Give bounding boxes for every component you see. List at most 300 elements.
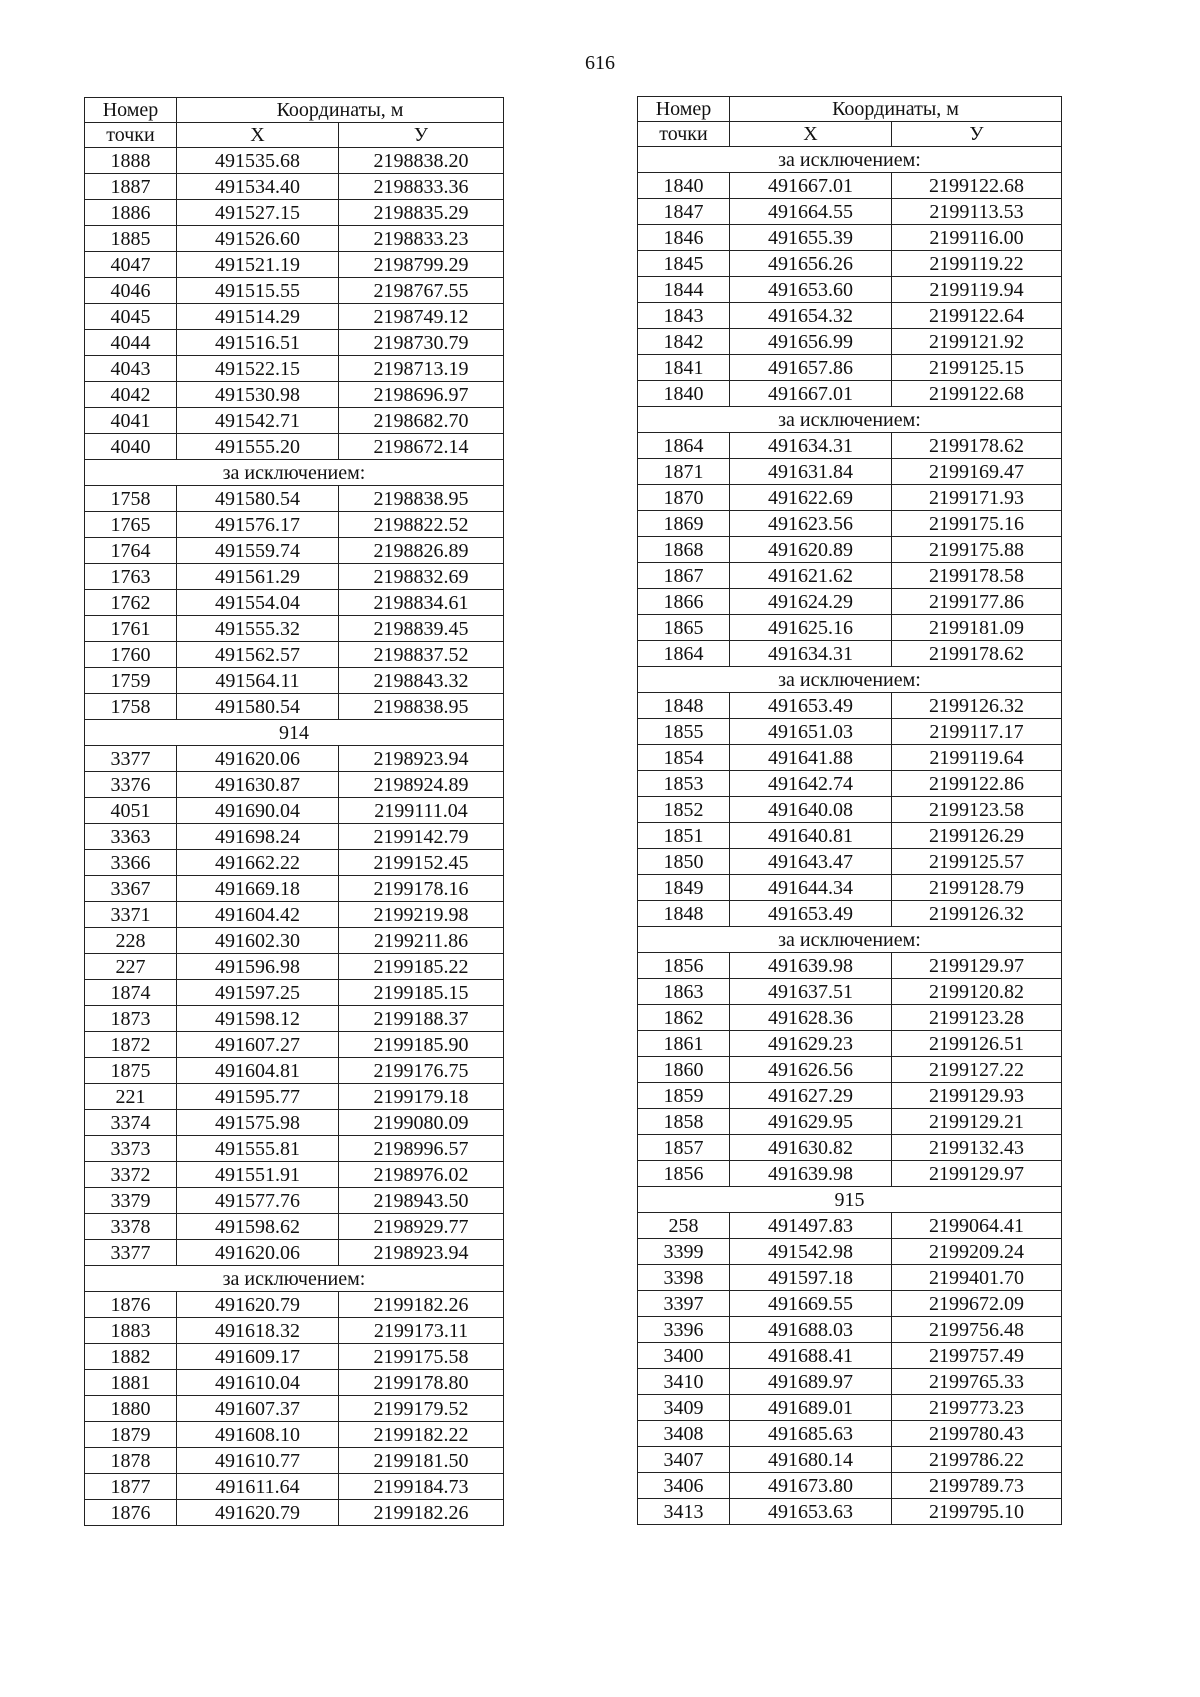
coord-y: 2199765.33	[892, 1369, 1062, 1395]
coord-x: 491555.81	[177, 1136, 339, 1162]
coord-y: 2199757.49	[892, 1343, 1062, 1369]
coord-y: 2199125.15	[892, 355, 1062, 381]
point-number: 1841	[638, 355, 730, 381]
table-row	[638, 1031, 1062, 1057]
table-row	[638, 1083, 1062, 1109]
coord-x: 491628.36	[730, 1005, 892, 1031]
point-number: 1864	[638, 641, 730, 667]
table-row	[85, 1240, 504, 1266]
point-number: 1881	[85, 1370, 177, 1396]
point-number: 1855	[638, 719, 730, 745]
section-row	[85, 720, 504, 746]
coord-x: 491618.32	[177, 1318, 339, 1344]
point-number: 1857	[638, 1135, 730, 1161]
coord-y: 2198923.94	[339, 1240, 504, 1266]
coord-y: 2199126.32	[892, 693, 1062, 719]
table-row	[85, 226, 504, 252]
point-number: 3378	[85, 1214, 177, 1240]
table-row	[85, 356, 504, 382]
table-row	[638, 1369, 1062, 1395]
coord-y: 2199123.58	[892, 797, 1062, 823]
table-row	[85, 1292, 504, 1318]
table-row	[85, 304, 504, 330]
point-number: 1874	[85, 980, 177, 1006]
point-number: 1866	[638, 589, 730, 615]
coord-x: 491627.29	[730, 1083, 892, 1109]
table-row	[638, 771, 1062, 797]
table-row	[638, 1291, 1062, 1317]
section-row	[638, 1187, 1062, 1213]
coord-y: 2199119.22	[892, 251, 1062, 277]
coord-y: 2198839.45	[339, 616, 504, 642]
point-number: 3371	[85, 902, 177, 928]
coord-y: 2198834.61	[339, 590, 504, 616]
point-number: 1848	[638, 693, 730, 719]
point-number: 1873	[85, 1006, 177, 1032]
point-number: 1764	[85, 538, 177, 564]
table-row	[638, 355, 1062, 381]
coord-y: 2199179.18	[339, 1084, 504, 1110]
section-row	[638, 927, 1062, 953]
table-row	[85, 980, 504, 1006]
table-row	[85, 278, 504, 304]
coord-x: 491656.99	[730, 329, 892, 355]
coord-x: 491530.98	[177, 382, 339, 408]
coord-x: 491514.29	[177, 304, 339, 330]
table-row	[85, 850, 504, 876]
coord-x: 491580.54	[177, 694, 339, 720]
table-row	[638, 849, 1062, 875]
header-coordinates: Координаты, м	[730, 97, 1062, 122]
coord-x: 491602.30	[177, 928, 339, 954]
coord-y: 2199129.97	[892, 953, 1062, 979]
table-row	[85, 1032, 504, 1058]
coord-y: 2199178.62	[892, 641, 1062, 667]
coord-y: 2198943.50	[339, 1188, 504, 1214]
coord-x: 491656.26	[730, 251, 892, 277]
table-row	[85, 1188, 504, 1214]
header-number-line2: точки	[85, 123, 177, 148]
coord-y: 2198833.36	[339, 174, 504, 200]
point-number: 1849	[638, 875, 730, 901]
coord-y: 2199672.09	[892, 1291, 1062, 1317]
coord-y: 2199126.51	[892, 1031, 1062, 1057]
point-number: 1882	[85, 1344, 177, 1370]
coord-y: 2199184.73	[339, 1474, 504, 1500]
coord-y: 2199111.04	[339, 798, 504, 824]
coordinates-table-right	[637, 96, 1062, 1525]
point-number: 1845	[638, 251, 730, 277]
point-number: 1885	[85, 226, 177, 252]
coord-y: 2198843.32	[339, 668, 504, 694]
coord-x: 491555.20	[177, 434, 339, 460]
point-number: 1840	[638, 381, 730, 407]
section-label: 915	[638, 1187, 1062, 1213]
table-row	[638, 693, 1062, 719]
section-row	[638, 407, 1062, 433]
coord-x: 491653.49	[730, 901, 892, 927]
table-row	[85, 200, 504, 226]
point-number: 228	[85, 928, 177, 954]
coord-x: 491626.56	[730, 1057, 892, 1083]
coord-x: 491515.55	[177, 278, 339, 304]
table-row	[638, 979, 1062, 1005]
coord-x: 491598.12	[177, 1006, 339, 1032]
point-number: 1850	[638, 849, 730, 875]
coord-x: 491625.16	[730, 615, 892, 641]
table-row	[638, 1395, 1062, 1421]
coord-y: 2199122.64	[892, 303, 1062, 329]
table-row	[85, 486, 504, 512]
point-number: 4042	[85, 382, 177, 408]
coord-x: 491667.01	[730, 173, 892, 199]
point-number: 1888	[85, 148, 177, 174]
point-number: 3374	[85, 1110, 177, 1136]
table-row	[85, 538, 504, 564]
coord-x: 491644.34	[730, 875, 892, 901]
point-number: 1867	[638, 563, 730, 589]
table-row	[85, 824, 504, 850]
coord-y: 2199064.41	[892, 1213, 1062, 1239]
page-number: 616	[585, 52, 615, 74]
coord-x: 491620.79	[177, 1292, 339, 1318]
coord-x: 491669.55	[730, 1291, 892, 1317]
table-row	[638, 277, 1062, 303]
coord-x: 491620.06	[177, 1240, 339, 1266]
point-number: 1872	[85, 1032, 177, 1058]
table-row	[85, 564, 504, 590]
coord-y: 2199182.26	[339, 1500, 504, 1526]
table-row	[638, 797, 1062, 823]
coord-x: 491564.11	[177, 668, 339, 694]
coord-y: 2198730.79	[339, 330, 504, 356]
point-number: 1860	[638, 1057, 730, 1083]
coord-x: 491669.18	[177, 876, 339, 902]
point-number: 1761	[85, 616, 177, 642]
coord-y: 2198837.52	[339, 642, 504, 668]
table-row	[85, 1448, 504, 1474]
point-number: 1760	[85, 642, 177, 668]
table-row	[85, 1058, 504, 1084]
table-row	[85, 1396, 504, 1422]
coord-x: 491641.88	[730, 745, 892, 771]
table-row	[638, 225, 1062, 251]
point-number: 1758	[85, 486, 177, 512]
point-number: 1840	[638, 173, 730, 199]
table-row	[638, 303, 1062, 329]
coord-x: 491630.87	[177, 772, 339, 798]
table-row	[638, 1421, 1062, 1447]
header-number-line1: Номер	[638, 97, 730, 122]
coord-x: 491653.63	[730, 1499, 892, 1525]
point-number: 4040	[85, 434, 177, 460]
coord-y: 2199142.79	[339, 824, 504, 850]
point-number: 3373	[85, 1136, 177, 1162]
coord-x: 491639.98	[730, 953, 892, 979]
point-number: 1859	[638, 1083, 730, 1109]
table-row	[85, 616, 504, 642]
point-number: 1861	[638, 1031, 730, 1057]
coord-y: 2198822.52	[339, 512, 504, 538]
coord-y: 2198996.57	[339, 1136, 504, 1162]
coord-y: 2198838.20	[339, 148, 504, 174]
coord-x: 491610.04	[177, 1370, 339, 1396]
coord-x: 491689.01	[730, 1395, 892, 1421]
coord-y: 2199175.88	[892, 537, 1062, 563]
point-number: 4047	[85, 252, 177, 278]
coord-x: 491575.98	[177, 1110, 339, 1136]
coord-x: 491634.31	[730, 433, 892, 459]
coord-x: 491629.23	[730, 1031, 892, 1057]
coord-y: 2199209.24	[892, 1239, 1062, 1265]
coord-x: 491664.55	[730, 199, 892, 225]
coord-x: 491521.19	[177, 252, 339, 278]
coord-y: 2199181.50	[339, 1448, 504, 1474]
table-row	[638, 173, 1062, 199]
point-number: 1762	[85, 590, 177, 616]
table-row	[85, 252, 504, 278]
point-number: 1875	[85, 1058, 177, 1084]
table-row	[638, 589, 1062, 615]
coord-y: 2199120.82	[892, 979, 1062, 1005]
coord-x: 491651.03	[730, 719, 892, 745]
coord-y: 2199173.11	[339, 1318, 504, 1344]
coord-x: 491542.98	[730, 1239, 892, 1265]
table-row	[85, 1110, 504, 1136]
coord-y: 2199181.09	[892, 615, 1062, 641]
point-number: 3413	[638, 1499, 730, 1525]
table-row	[638, 511, 1062, 537]
point-number: 1868	[638, 537, 730, 563]
coord-y: 2199795.10	[892, 1499, 1062, 1525]
coord-y: 2198833.23	[339, 226, 504, 252]
coord-y: 2198838.95	[339, 694, 504, 720]
point-number: 1863	[638, 979, 730, 1005]
coord-x: 491657.86	[730, 355, 892, 381]
table-row	[85, 772, 504, 798]
coord-y: 2199126.32	[892, 901, 1062, 927]
header-number-line1: Номер	[85, 98, 177, 123]
coord-x: 491609.17	[177, 1344, 339, 1370]
section-row	[638, 147, 1062, 173]
coord-x: 491690.04	[177, 798, 339, 824]
point-number: 3379	[85, 1188, 177, 1214]
coord-y: 2199129.21	[892, 1109, 1062, 1135]
coord-x: 491608.10	[177, 1422, 339, 1448]
coord-y: 2199178.58	[892, 563, 1062, 589]
coord-y: 2198832.69	[339, 564, 504, 590]
point-number: 3398	[638, 1265, 730, 1291]
table-row	[638, 485, 1062, 511]
coord-x: 491604.81	[177, 1058, 339, 1084]
point-number: 1878	[85, 1448, 177, 1474]
coord-y: 2199175.16	[892, 511, 1062, 537]
section-label: за исключением:	[638, 147, 1062, 173]
coord-y: 2198929.77	[339, 1214, 504, 1240]
table-row	[638, 615, 1062, 641]
coord-x: 491526.60	[177, 226, 339, 252]
point-number: 4041	[85, 408, 177, 434]
coord-x: 491688.03	[730, 1317, 892, 1343]
table-row	[638, 1005, 1062, 1031]
section-label: за исключением:	[638, 667, 1062, 693]
coord-y: 2199152.45	[339, 850, 504, 876]
coord-x: 491653.60	[730, 277, 892, 303]
point-number: 1876	[85, 1292, 177, 1318]
point-number: 1869	[638, 511, 730, 537]
section-label: 914	[85, 720, 504, 746]
table-row	[85, 590, 504, 616]
coord-y: 2199129.97	[892, 1161, 1062, 1187]
point-number: 4046	[85, 278, 177, 304]
table-row	[85, 434, 504, 460]
point-number: 1879	[85, 1422, 177, 1448]
point-number: 1847	[638, 199, 730, 225]
coord-x: 491562.57	[177, 642, 339, 668]
table-row	[638, 745, 1062, 771]
section-row	[638, 667, 1062, 693]
coord-y: 2199182.22	[339, 1422, 504, 1448]
coord-y: 2199122.68	[892, 381, 1062, 407]
point-number: 1886	[85, 200, 177, 226]
header-number-line2: точки	[638, 122, 730, 147]
coord-y: 2199119.94	[892, 277, 1062, 303]
coord-x: 491673.80	[730, 1473, 892, 1499]
table-row	[85, 1084, 504, 1110]
coord-y: 2199178.16	[339, 876, 504, 902]
point-number: 1758	[85, 694, 177, 720]
point-number: 3396	[638, 1317, 730, 1343]
coord-y: 2199129.93	[892, 1083, 1062, 1109]
coord-y: 2199178.62	[892, 433, 1062, 459]
point-number: 1887	[85, 174, 177, 200]
coord-x: 491621.62	[730, 563, 892, 589]
table-row	[85, 1474, 504, 1500]
table-row	[638, 459, 1062, 485]
coord-y: 2199128.79	[892, 875, 1062, 901]
point-number: 3363	[85, 824, 177, 850]
point-number: 1851	[638, 823, 730, 849]
table-row	[638, 199, 1062, 225]
coord-y: 2199219.98	[339, 902, 504, 928]
coord-x: 491642.74	[730, 771, 892, 797]
coord-x: 491639.98	[730, 1161, 892, 1187]
table-row	[638, 1109, 1062, 1135]
point-number: 1883	[85, 1318, 177, 1344]
point-number: 1854	[638, 745, 730, 771]
table-row	[85, 408, 504, 434]
coord-y: 2199127.22	[892, 1057, 1062, 1083]
coord-y: 2199171.93	[892, 485, 1062, 511]
point-number: 4045	[85, 304, 177, 330]
table-row	[638, 381, 1062, 407]
table-row	[85, 1006, 504, 1032]
coord-y: 2199125.57	[892, 849, 1062, 875]
coord-x: 491620.89	[730, 537, 892, 563]
coord-y: 2199122.68	[892, 173, 1062, 199]
point-number: 3376	[85, 772, 177, 798]
table-row	[85, 148, 504, 174]
point-number: 1852	[638, 797, 730, 823]
coord-x: 491662.22	[177, 850, 339, 876]
point-number: 4044	[85, 330, 177, 356]
coord-y: 2199175.58	[339, 1344, 504, 1370]
table-row	[638, 1343, 1062, 1369]
table-row	[85, 928, 504, 954]
point-number: 1759	[85, 668, 177, 694]
point-number: 3408	[638, 1421, 730, 1447]
coordinates-table-left	[84, 97, 504, 1526]
point-number: 221	[85, 1084, 177, 1110]
coord-x: 491629.95	[730, 1109, 892, 1135]
point-number: 1846	[638, 225, 730, 251]
section-label: за исключением:	[638, 927, 1062, 953]
point-number: 1763	[85, 564, 177, 590]
table-row	[85, 876, 504, 902]
coord-y: 2198924.89	[339, 772, 504, 798]
table-row	[638, 1317, 1062, 1343]
table-row	[85, 330, 504, 356]
point-number: 1865	[638, 615, 730, 641]
point-number: 1864	[638, 433, 730, 459]
coord-x: 491555.32	[177, 616, 339, 642]
point-number: 227	[85, 954, 177, 980]
coord-x: 491607.37	[177, 1396, 339, 1422]
point-number: 1871	[638, 459, 730, 485]
coord-x: 491623.56	[730, 511, 892, 537]
coord-y: 2199121.92	[892, 329, 1062, 355]
coord-x: 491559.74	[177, 538, 339, 564]
coord-x: 491698.24	[177, 824, 339, 850]
point-number: 3366	[85, 850, 177, 876]
coord-x: 491522.15	[177, 356, 339, 382]
table-row	[85, 642, 504, 668]
table-row	[85, 174, 504, 200]
point-number: 1765	[85, 512, 177, 538]
table-row	[85, 382, 504, 408]
coord-x: 491685.63	[730, 1421, 892, 1447]
coord-y: 2199117.17	[892, 719, 1062, 745]
table-row	[638, 641, 1062, 667]
section-label: за исключением:	[85, 1266, 504, 1292]
coord-x: 491624.29	[730, 589, 892, 615]
table-row	[85, 1318, 504, 1344]
coord-y: 2199132.43	[892, 1135, 1062, 1161]
coord-y: 2198767.55	[339, 278, 504, 304]
table-row	[638, 823, 1062, 849]
point-number: 1853	[638, 771, 730, 797]
table-row	[638, 251, 1062, 277]
point-number: 4043	[85, 356, 177, 382]
table-row	[85, 1214, 504, 1240]
coord-y: 2198838.95	[339, 486, 504, 512]
table-row	[638, 1135, 1062, 1161]
coord-y: 2198682.70	[339, 408, 504, 434]
coord-y: 2198826.89	[339, 538, 504, 564]
coord-x: 491597.25	[177, 980, 339, 1006]
coord-y: 2199178.80	[339, 1370, 504, 1396]
point-number: 3409	[638, 1395, 730, 1421]
coord-x: 491534.40	[177, 174, 339, 200]
coord-x: 491561.29	[177, 564, 339, 590]
section-label: за исключением:	[85, 460, 504, 486]
table-row	[638, 1213, 1062, 1239]
point-number: 3372	[85, 1162, 177, 1188]
table-row	[85, 1500, 504, 1526]
header-coordinates: Координаты, м	[177, 98, 504, 123]
table-row	[85, 1422, 504, 1448]
table-row	[638, 1057, 1062, 1083]
